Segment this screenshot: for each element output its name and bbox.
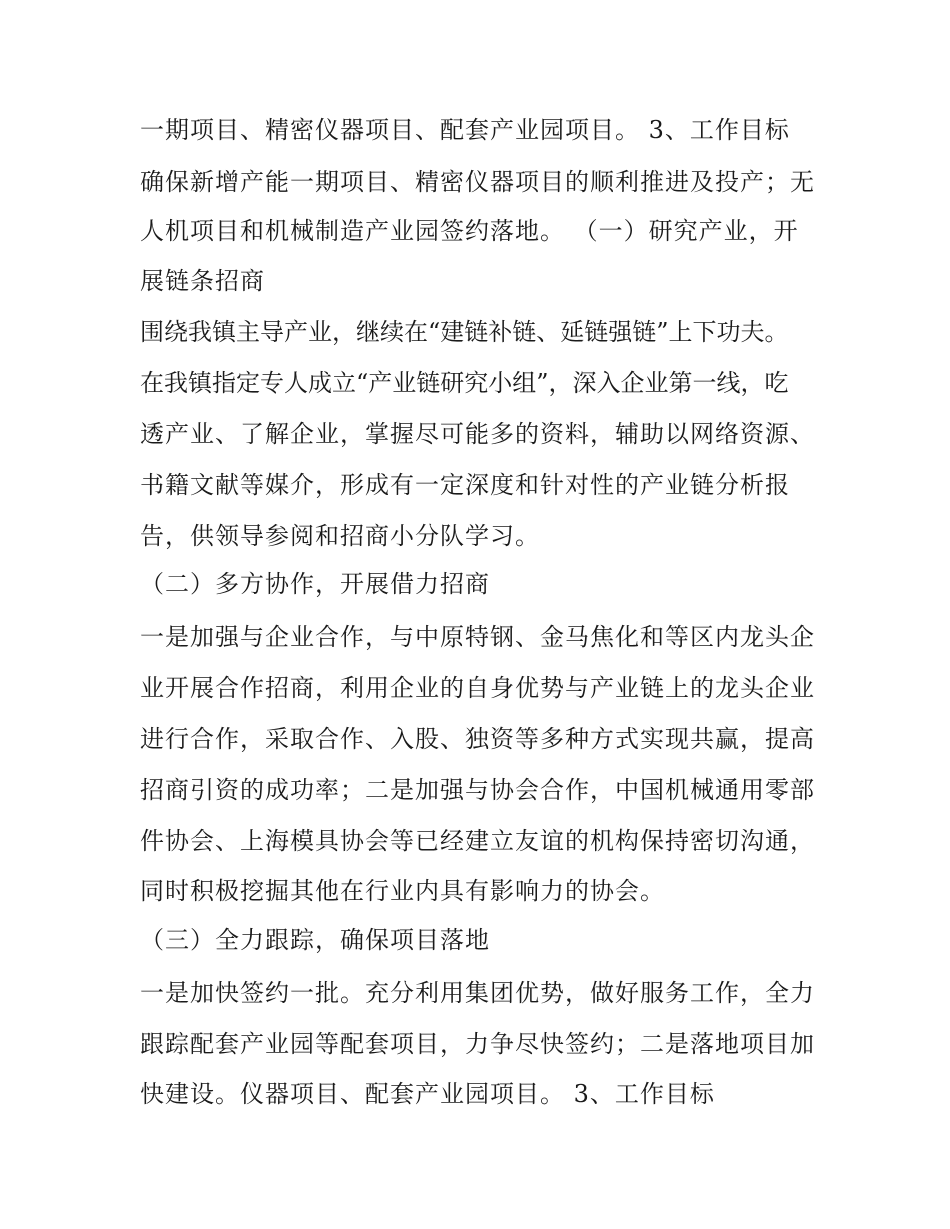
text-line: 招商引资的成功率；二是加强与协会合作，中国机械通用零部 [140, 776, 815, 804]
text-line: 件协会、上海模具协会等已经建立友谊的机构保持密切沟通， [140, 827, 815, 855]
text-line: 同时积极挖掘其他在行业内具有影响力的协会。 [140, 877, 665, 905]
text-line: 书籍文献等媒介，形成有一定深度和针对性的产业链分析报 [140, 471, 790, 499]
text-line: 告，供领导参阅和招商小分队学习。 [140, 522, 540, 550]
section-heading: （二）多方协作，开展借力招商 [140, 570, 490, 598]
text-line: 一是加强与企业合作，与中原特钢、金马焦化和等区内龙头企 [140, 623, 815, 651]
text-line: 跟踪配套产业园等配套项目，力争尽快签约；二是落地项目加 [140, 1030, 815, 1058]
section-heading: （三）全力跟踪，确保项目落地 [140, 926, 490, 954]
text-line: 进行合作，采取合作、入股、独资等多种方式实现共赢，提高 [140, 725, 815, 753]
text-line: 在我镇指定专人成立“产业链研究小组”，深入企业第一线，吃 [140, 369, 789, 397]
text-line: 快建设。仪器项目、配套产业园项目。 3、工作目标 [140, 1080, 715, 1108]
text-line: 展链条招商 [140, 267, 265, 295]
text-line: 一期项目、精密仪器项目、配套产业园项目。 3、工作目标 [140, 116, 790, 144]
text-line: 围绕我镇主导产业，继续在“建链补链、延链强链”上下功夫。 [140, 318, 789, 346]
text-line: 确保新增产能一期项目、精密仪器项目的顺利推进及投产；无 [140, 168, 815, 196]
text-line: 一是加快签约一批。充分利用集团优势，做好服务工作，全力 [140, 979, 815, 1007]
text-line: 透产业、了解企业，掌握尽可能多的资料，辅助以网络资源、 [140, 420, 815, 448]
text-line: 业开展合作招商，利用企业的自身优势与产业链上的龙头企业 [140, 674, 815, 702]
text-line: 人机项目和机械制造产业园签约落地。 （一）研究产业，开 [140, 217, 799, 245]
